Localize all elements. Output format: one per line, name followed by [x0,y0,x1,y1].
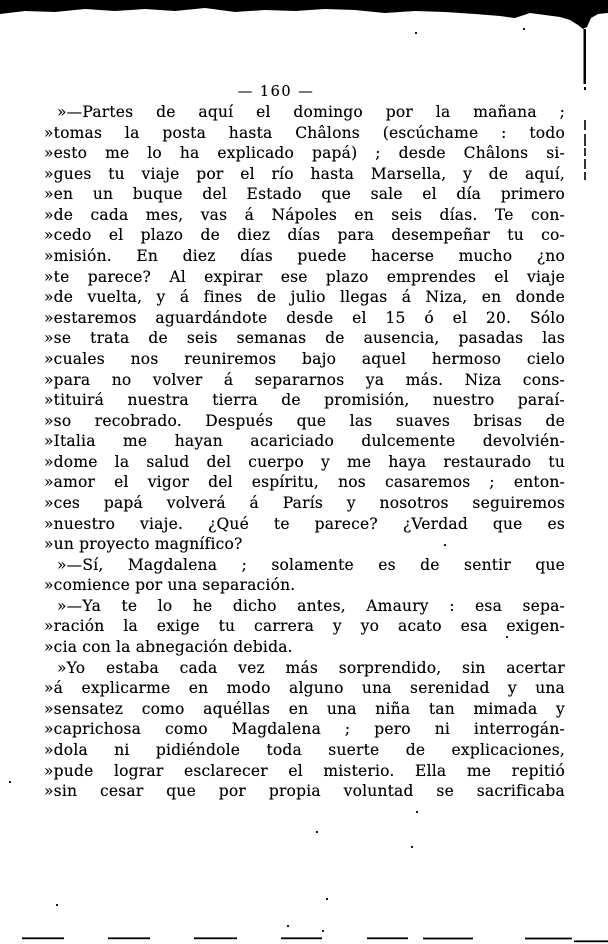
scan-artifact-top-band [0,0,608,29]
text-line: »ces papá volverá á París y nosotros seguiremos [44,493,565,512]
text-line: »sin cesar que por propia voluntad se sacrificaba [44,782,565,801]
text-line: »tituirá nuestra tierra de promisión, nuestro paraí- [44,391,565,410]
text-line: »misión. En diez días puede hacerse mucho ¿no [44,247,565,266]
text-line: »esto me lo ha explicado papá) ; desde Châlons si- [44,144,565,163]
page-number: — 160 — [237,84,315,100]
text-line: »estaremos aguardándote desde el 15 ó el 20. Sólo [44,308,565,327]
text-line: »sensatez como aquéllas en una niña tan mimada y [44,699,565,718]
text-line: »pude lograr esclarecer el misterio. Ella me repitió [44,761,565,780]
text-line: »te parece? Al expirar ese plazo emprendes el viaje [44,267,565,286]
text-line: »para no volver á separarnos ya más. Niza cons- [44,370,565,389]
text-line: »se trata de seis semanas de ausencia, pasadas las [44,329,565,348]
text-line: »comience por una separación. [44,576,296,595]
text-line: »caprichosa como Magdalena ; pero ni interrogán- [44,720,565,739]
text-line: »dola ni pidiéndole toda suerte de explicaciones, [44,740,565,759]
text-line: »cuales nos reuniremos bajo aquel hermoso cielo [44,349,565,368]
text-line: »tomas la posta hasta Châlons (escúchame : todo [44,123,565,142]
text-line: »—Partes de aquí el domingo por la mañana ; [57,103,565,121]
text-line: »ración la exige tu carrera y yo acato esa exigen- [44,617,565,636]
text-line: »—Sí, Magdalena ; solamente es de sentir que [57,555,565,574]
scan-artifact-vertical-line [584,29,587,180]
text-line: »un proyecto magnífico? [44,535,243,554]
text-line: »Yo estaba cada vez más sorprendido, sin acertar [57,658,565,677]
text-line: »dome la salud del cuerpo y me haya restaurado tu [44,452,565,471]
text-line: »Italia me hayan acariciado dulcemente devolvién- [44,432,565,451]
text-line: »—Ya te lo he dicho antes, Amaury : esa sepa- [57,596,565,615]
text-line: »so recobrado. Después que las suaves brisas de [44,411,565,430]
text-line: »gues tu viaje por el río hasta Marsella, y de aquí, [44,164,565,183]
text-line: »amor el vigor del espíritu, nos casaremos ; enton- [44,473,565,492]
text-line: »en un buque del Estado que sale el día primero [44,185,565,204]
text-line: »cedo el plazo de diez días para desempeñar tu co- [44,226,565,245]
scan-artifact-bottom-dashes [22,937,608,942]
page-text [44,102,565,802]
text-line: »á explicarme en modo alguno una serenidad y una [44,679,565,698]
text-line: »de cada mes, vas á Nápoles en seis días. Te con- [44,205,565,224]
text-line: »cia con la abnegación debida. [44,638,293,657]
text-line: »nuestro viaje. ¿Qué te parece? ¿Verdad que es [44,514,565,533]
text-line: »de vuelta, y á fines de julio llegas á Niza, en donde [44,288,565,307]
